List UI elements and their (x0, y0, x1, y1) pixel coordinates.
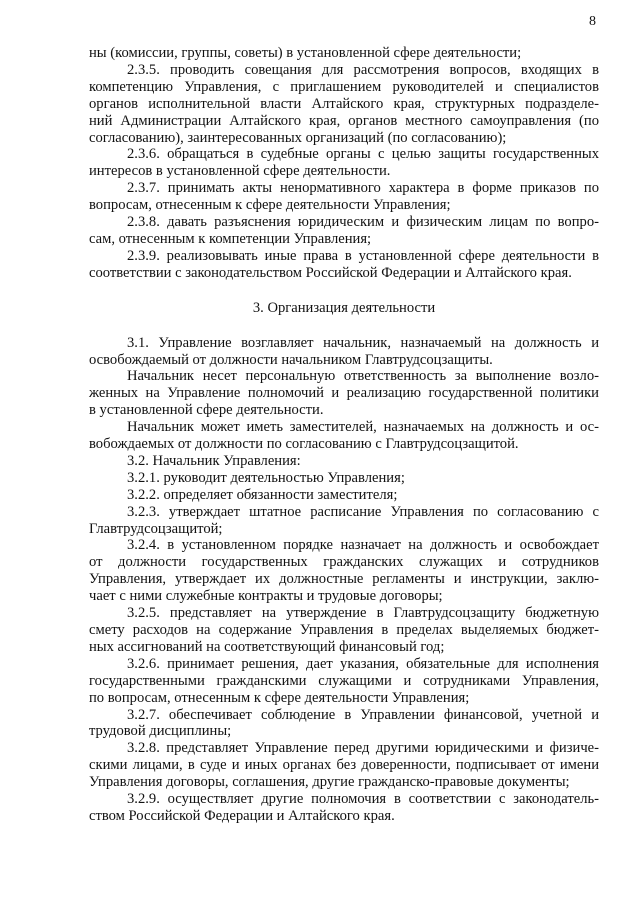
text-line: органов исполнительной власти Алтайского края, структурных подразделе- (89, 95, 599, 112)
text-line: 3.2.4. в установленном порядке назначает на должность и освобождает (127, 537, 599, 554)
paragraph (89, 791, 599, 825)
text-line: 3.1. Управление возглавляет начальник, назначаемый на должность и (127, 334, 599, 351)
paragraph (89, 248, 599, 282)
text-line: вобождаемых от должности по согласованию с Главтрудсоцзащитой. (89, 436, 519, 453)
text-line: от должности государственных гражданских служащих и сотрудников (89, 554, 599, 571)
text-line: согласованию), заинтересованных организаций (по согласованию); (89, 129, 507, 146)
paragraph (89, 470, 599, 487)
paragraph (89, 605, 599, 656)
text-line: по вопросам, отнесенным к сфере деятельности Управления; (89, 689, 470, 706)
text-line: сам, отнесенным к компетенции Управления; (89, 230, 372, 247)
text-line: 3.2. Начальник Управления: (127, 452, 301, 469)
text-line: смету расходов на содержание Управления в пределах выделяемых бюджет- (89, 622, 599, 638)
text-line: 3.2.2. определяет обязанности заместителя; (127, 486, 398, 503)
text-line: трудовой дисциплины; (89, 723, 232, 740)
text-line: женных на Управление полномочий и реализацию государственной политики (89, 385, 599, 402)
text-line: соответствии с законодательством Российской Федерации и Алтайского края. (89, 264, 572, 281)
page-number: 8 (589, 14, 596, 29)
text-line: вопросам, отнесенным к сфере деятельности Управления; (89, 197, 451, 214)
text-line: ний Администрации Алтайского края, органов местного самоуправления (по (89, 112, 599, 129)
paragraph (89, 214, 599, 248)
paragraph (89, 453, 599, 470)
text-line: 2.3.8. давать разъяснения юридическим и физическим лицам по вопро- (127, 214, 599, 231)
paragraph (89, 368, 599, 419)
section-heading: 3. Организация деятельности (252, 299, 436, 316)
text-line: 3.2.9. осуществляет другие полномочия в соответствии с законодатель- (127, 791, 599, 808)
paragraph (89, 62, 599, 147)
text-line: в установленной сфере деятельности. (89, 402, 324, 419)
paragraph (89, 537, 599, 605)
text-line: 2.3.7. принимать акты ненормативного характера в форме приказов по (127, 180, 599, 197)
text-line: Начальник несет персональную ответственность за выполнение возло- (127, 368, 599, 385)
paragraph (89, 487, 599, 504)
paragraph (89, 180, 599, 214)
paragraph (89, 146, 599, 180)
text-line: государственными гражданскими служащими и сотрудниками Управления, (89, 672, 599, 689)
text-line: Главтрудсоцзащитой; (89, 520, 223, 537)
paragraph (89, 656, 599, 707)
text-line: скими лицами, в суде и иных органах без доверенности, подписывает от имени (89, 757, 599, 774)
text-line: 3.2.7. обеспечивает соблюдение в Управлении финансовой, учетной и (127, 706, 599, 723)
text-line: 3.2.8. представляет Управление перед другими юридическими и физиче- (127, 740, 599, 757)
document-body (89, 45, 599, 825)
paragraph (89, 707, 599, 741)
text-line: Начальник может иметь заместителей, назначаемых на должность и ос- (127, 419, 599, 436)
text-line: ных ассигнований на соответствующий финансовый год; (89, 638, 445, 655)
text-line: 3.2.5. представляет на утверждение в Главтрудсоцзащиту бюджетную (127, 605, 599, 622)
text-line: интересов в установленной сфере деятельности. (89, 163, 391, 180)
text-line: ством Российской Федерации и Алтайского края. (89, 807, 395, 824)
text-line: освобождаемый от должности начальником Главтрудсоцзащиты. (89, 351, 493, 368)
paragraph (89, 45, 599, 62)
text-line: Управления договоры, соглашения, другие гражданско-правовые документы; (89, 774, 570, 791)
text-line: 2.3.9. реализовывать иные права в установленной сфере деятельности в (127, 247, 599, 264)
text-line: 3.2.3. утверждает штатное расписание Управления по согласованию с (127, 503, 599, 520)
text-line: Управления, утверждает их должностные регламенты и инструкции, заклю- (89, 571, 599, 588)
text-line: 3.2.6. принимает решения, дает указания, обязательные для исполнения (127, 655, 599, 672)
paragraph (89, 419, 599, 453)
text-line: 2.3.5. проводить совещания для рассмотрения вопросов, входящих в (127, 61, 599, 78)
paragraph (89, 740, 599, 791)
text-line: компетенцию Управления, с приглашением руководителей и специалистов (89, 78, 599, 95)
paragraph (89, 504, 599, 538)
text-line: 3.2.1. руководит деятельностью Управления; (127, 469, 405, 486)
text-line: чает с ними служебные контракты и трудовые договоры; (89, 588, 443, 605)
paragraph (89, 335, 599, 369)
text-line: 2.3.6. обращаться в судебные органы с целью защиты государственных (127, 146, 599, 163)
text-line: ны (комиссии, группы, советы) в установленной сфере деятельности; (89, 45, 522, 61)
